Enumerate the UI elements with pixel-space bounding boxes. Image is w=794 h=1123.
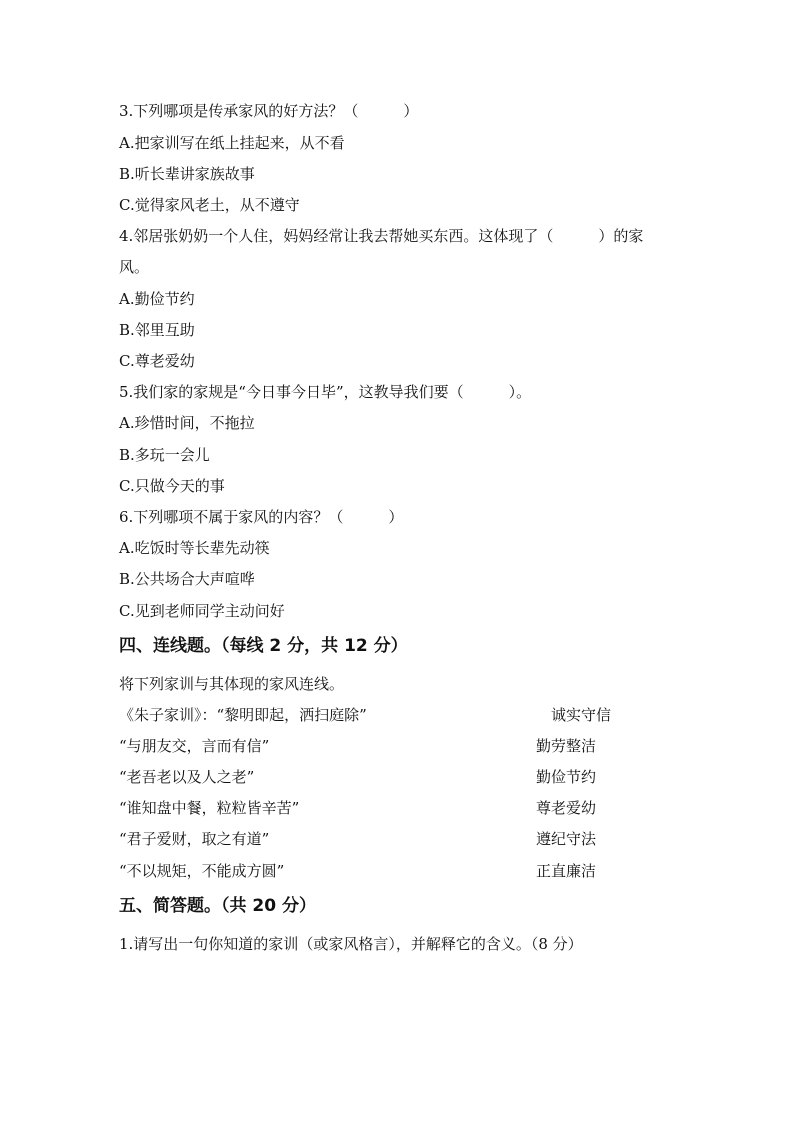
match-row bbox=[119, 798, 679, 818]
question-4-option-c: C.尊老爱幼 bbox=[119, 352, 195, 370]
question-5-option-a: A.珍惜时间，不拖拉 bbox=[119, 414, 255, 432]
question-5-option-c: C.只做今天的事 bbox=[119, 477, 225, 495]
match-row bbox=[119, 861, 679, 881]
match-left-item: “君子爱财，取之有道” bbox=[119, 830, 270, 848]
match-row bbox=[119, 829, 679, 849]
match-row bbox=[119, 767, 679, 787]
match-right-item: 勤俭节约 bbox=[536, 768, 597, 786]
match-left-item: “不以规矩，不能成方圆” bbox=[119, 862, 285, 880]
match-left-item: “老吾老以及人之老” bbox=[119, 768, 255, 786]
match-left-item: “谁知盘中餐，粒粒皆辛苦” bbox=[119, 799, 300, 817]
match-row bbox=[119, 705, 679, 725]
match-right-item: 遵纪守法 bbox=[536, 830, 597, 848]
match-left-item: 《朱子家训》：“黎明即起，洒扫庭除” bbox=[119, 706, 367, 724]
question-3-stem: 3.下列哪项是传承家风的好方法？（ ） bbox=[119, 102, 419, 120]
match-right-item: 勤劳整洁 bbox=[536, 737, 597, 755]
match-right-item: 尊老爱幼 bbox=[536, 799, 597, 817]
question-6-option-a: A.吃饭时等长辈先动筷 bbox=[119, 539, 270, 557]
question-3-option-c: C.觉得家风老土，从不遵守 bbox=[119, 196, 300, 214]
match-row bbox=[119, 736, 679, 756]
question-4-stem-line1: 4.邻居张奶奶一个人住，妈妈经常让我去帮她买东西。这体现了（ ）的家 bbox=[119, 227, 644, 245]
question-6-stem: 6.下列哪项不属于家风的内容？（ ） bbox=[119, 508, 404, 526]
question-5-option-b: B.多玩一会儿 bbox=[119, 446, 210, 464]
section-4-heading: 四、连线题。（每线 2 分，共 12 分） bbox=[119, 636, 408, 656]
question-6-option-c: C.见到老师同学主动问好 bbox=[119, 602, 285, 620]
section-4-instruction: 将下列家训与其体现的家风连线。 bbox=[119, 675, 345, 693]
question-4-option-b: B.邻里互助 bbox=[119, 321, 195, 339]
question-3-option-a: A.把家训写在纸上挂起来，从不看 bbox=[119, 134, 345, 152]
question-4-stem-line2: 风。 bbox=[119, 258, 150, 276]
section-5-question-1: 1.请写出一句你知道的家训（或家风格言），并解释它的含义。（8 分） bbox=[119, 935, 583, 953]
question-5-stem: 5.我们家的家规是“今日事今日毕”，这教导我们要（ ）。 bbox=[119, 383, 532, 401]
match-right-item: 诚实守信 bbox=[551, 706, 612, 724]
match-left-item: “与朋友交，言而有信” bbox=[119, 737, 270, 755]
match-right-item: 正直廉洁 bbox=[536, 862, 597, 880]
question-6-option-b: B.公共场合大声喧哗 bbox=[119, 570, 255, 588]
section-5-heading: 五、简答题。（共 20 分） bbox=[119, 896, 316, 916]
question-4-option-a: A.勤俭节约 bbox=[119, 290, 195, 308]
question-3-option-b: B.听长辈讲家族故事 bbox=[119, 165, 255, 183]
